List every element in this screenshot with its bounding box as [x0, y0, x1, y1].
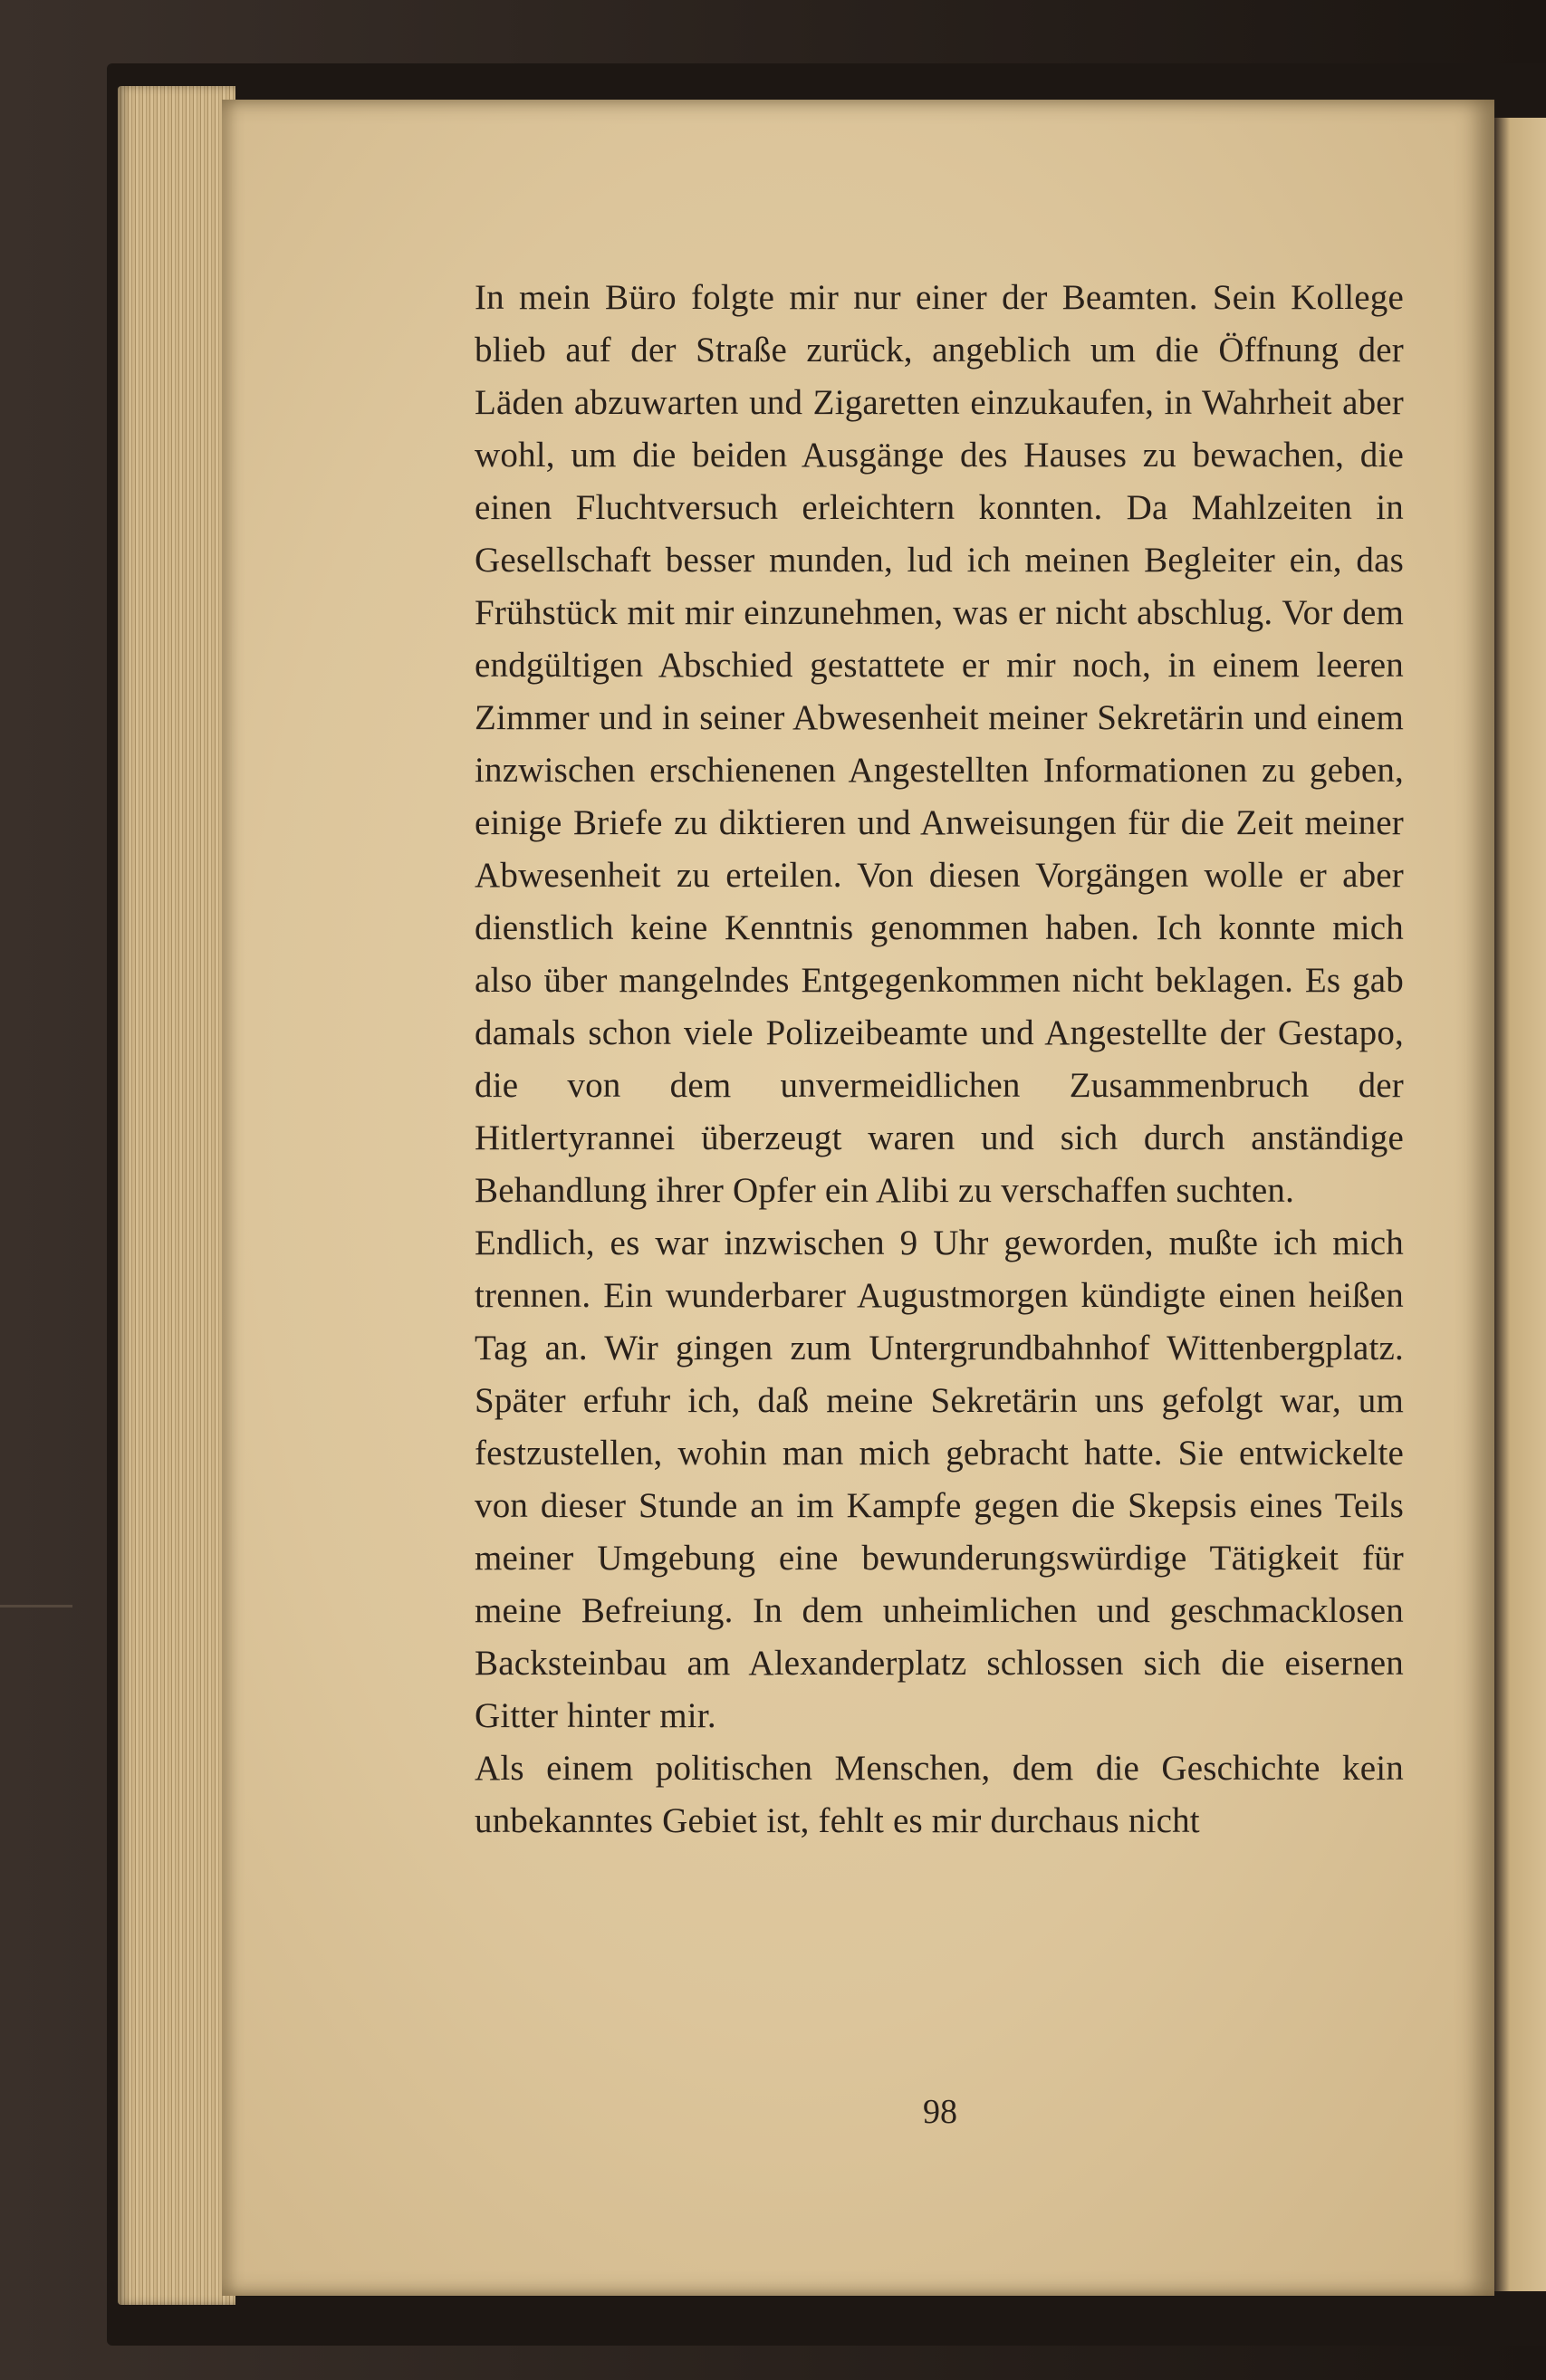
paragraph: Endlich, es war inzwischen 9 Uhr geworden, mußte ich mich trennen. Ein wunderbarer Augustmorgen kündigte einen heißen Tag an. Wir gingen zum Untergrundbahnhof Wittenbergplatz. Später erfuhr ich, daß meine Sekretärin uns gefolgt war, um festzustellen, wohin man mich gebracht hatte. Sie entwickelte von dieser Stunde an im Kampfe gegen die Skepsis eines Teils meiner Umgebung eine bewunderungswürdige Tätigkeit für meine Befreiung. In dem unheimlichen und geschmacklosen Backsteinbau am Alexanderplatz schlossen sich die eisernen Gitter hinter mir.: [475, 1224, 1404, 1735]
page-number: 98: [923, 2093, 957, 2131]
paragraph: In mein Büro folgte mir nur einer der Beamten. Sein Kollege blieb auf der Straße zurück, angeblich um die Öffnung der Läden abzuwarten und Zigaretten einzukaufen, in Wahrheit aber wohl, um die beiden Ausgänge des Hauses zu bewachen, die einen Fluchtversuch erleichtern konnten. Da Mahlzeiten in Gesellschaft besser munden, lud ich meinen Begleiter ein, das Frühstück mit mir einzunehmen, was er nicht abschlug. Vor dem endgültigen Abschied gestattete er mir noch, in einem leeren Zimmer und in seiner Abwesenheit meiner Sekretärin und einem inzwischen erschienenen Angestellten Informationen zu geben, einige Briefe zu diktieren und Anweisungen für die Zeit meiner Abwesenheit zu erteilen. Von diesen Vorgängen wolle er aber dienstlich keine Kenntnis genommen haben. Ich konnte mich also über mangelndes Entgegenkommen nicht beklagen. Es gab damals schon viele Polizeibeamte und Angestellte der Gestapo, die von dem unvermeidlichen Zusammenbruch der Hitlertyrannei überzeugt waren und sich durch anständige Behandlung ihrer Opfer ein Alibi zu verschaffen suchten.: [475, 278, 1404, 1210]
scan-margin-mark: [0, 1605, 72, 1607]
book-gutter: [1494, 118, 1546, 2291]
page-stack-edges: [118, 86, 235, 2305]
page-body-text: [475, 272, 1404, 1847]
paragraph: Als einem politischen Menschen, dem die Geschichte kein unbekanntes Gebiet ist, fehlt es mir durchaus nicht: [475, 1749, 1404, 1840]
